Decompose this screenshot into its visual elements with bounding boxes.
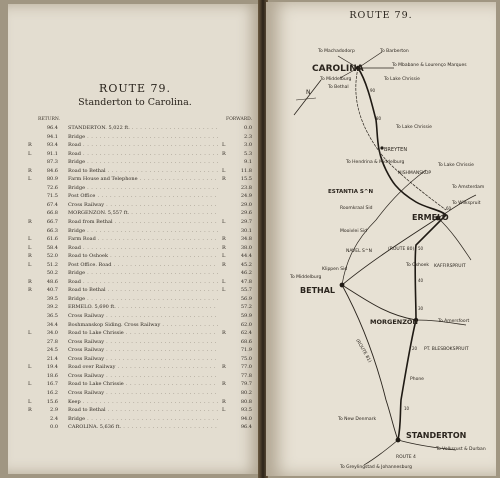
row-description: Farm House and Telephone . . . bbox=[68, 175, 218, 184]
row-description: Cross Railway . . . bbox=[68, 389, 218, 398]
route-row bbox=[28, 150, 256, 159]
return-distance: 24.5 bbox=[46, 347, 58, 354]
road-standerton-greylingstad bbox=[364, 440, 398, 465]
route-row bbox=[28, 312, 256, 321]
row-side-forward: L bbox=[222, 287, 226, 294]
row-side: L bbox=[28, 398, 32, 405]
return-distance: 34.4 bbox=[46, 321, 58, 328]
return-distance: 18.6 bbox=[46, 372, 58, 379]
label-to-middelburg-top: To Middelburg bbox=[320, 77, 352, 82]
return-distance: 51.2 bbox=[46, 261, 58, 268]
row-side-forward: L bbox=[222, 167, 226, 174]
distance-mark: 40 bbox=[418, 278, 424, 283]
route-row bbox=[28, 338, 256, 347]
row-description: Road . . . bbox=[68, 244, 218, 253]
forward-distance: 77.8 bbox=[240, 372, 252, 379]
left-page bbox=[8, 4, 262, 474]
return-distance: 2.4 bbox=[50, 415, 58, 422]
row-side: R bbox=[28, 142, 32, 149]
label-to-machadodorp: To Machadodorp bbox=[318, 49, 355, 54]
forward-distance: 47.8 bbox=[240, 278, 252, 285]
distance-mark: 30 bbox=[418, 306, 424, 311]
row-description: Road from Bethal . . . bbox=[68, 218, 218, 227]
forward-distance: 96.4 bbox=[240, 424, 252, 431]
route-row bbox=[28, 244, 256, 253]
label-to-barberton: To Barberton bbox=[380, 49, 409, 54]
forward-distance: 71.9 bbox=[240, 347, 252, 354]
row-side: L bbox=[28, 364, 32, 371]
row-side: R bbox=[28, 167, 32, 174]
return-distance: 27.8 bbox=[46, 338, 58, 345]
ermelo-label: ERMELO bbox=[412, 213, 449, 222]
forward-distance: 56.9 bbox=[240, 295, 252, 302]
return-distance: 96.4 bbox=[46, 125, 58, 131]
forward-distance: 2.3 bbox=[244, 133, 252, 140]
return-distance: 0.0 bbox=[50, 424, 58, 431]
label-route: (ROUTE 80) bbox=[388, 247, 415, 252]
row-description: Farm Road . . . bbox=[68, 235, 218, 244]
forward-distance: 34.8 bbox=[240, 236, 252, 243]
return-distance: 91.1 bbox=[46, 150, 58, 157]
row-description: Bridge . . . bbox=[68, 227, 218, 236]
route-row bbox=[28, 286, 256, 295]
route-row bbox=[28, 252, 256, 261]
row-description: Road to Bethal . . . bbox=[68, 167, 218, 176]
route-row bbox=[28, 321, 256, 330]
return-distance: 93.4 bbox=[46, 142, 58, 149]
forward-distance: 0.0 bbox=[244, 125, 252, 131]
forward-distance: 62.0 bbox=[240, 321, 252, 328]
row-description: Keep . . . bbox=[68, 398, 218, 407]
return-distance: 19.4 bbox=[46, 364, 58, 371]
label-mooivlei: Mooivlei Sid bbox=[340, 229, 367, 234]
forward-distance: 23.8 bbox=[240, 184, 252, 191]
forward-distance: 93.5 bbox=[240, 407, 252, 414]
return-distance: 48.6 bbox=[46, 278, 58, 285]
label-to-hendrina: To Hendrina & Middelburg bbox=[346, 160, 405, 165]
row-description: Road over Railway . . . bbox=[68, 363, 218, 372]
forward-distance: 30.1 bbox=[240, 227, 252, 234]
road-ermelo-oshoek bbox=[438, 218, 471, 260]
row-side-forward: L bbox=[222, 407, 226, 414]
route-row bbox=[28, 295, 256, 304]
route-row bbox=[28, 235, 256, 244]
forward-distance: 77.0 bbox=[240, 364, 252, 371]
row-side: L bbox=[28, 176, 32, 183]
route-row bbox=[28, 380, 256, 389]
label-to-amersfoort: To Amersfoort bbox=[438, 319, 470, 324]
row-side-forward: L bbox=[222, 253, 226, 260]
road-bethal-morgenzon bbox=[342, 285, 416, 320]
return-distance: 61.6 bbox=[46, 236, 58, 243]
label-to-wilkspruit: To Wilkspruit bbox=[452, 201, 481, 206]
route-row bbox=[28, 398, 256, 407]
page-title: ROUTE 79. bbox=[99, 82, 171, 95]
row-description: Post Office. Road . . . bbox=[68, 261, 218, 270]
return-distance: 39.2 bbox=[46, 304, 58, 311]
forward-distance: 15.5 bbox=[240, 176, 252, 183]
row-description: Bridge . . . bbox=[68, 269, 218, 278]
distance-mark: 20 bbox=[412, 346, 418, 351]
row-side-forward: L bbox=[222, 219, 226, 226]
forward-distance: 24.9 bbox=[240, 193, 252, 200]
route-row bbox=[28, 158, 256, 167]
return-distance: 39.5 bbox=[46, 295, 58, 302]
forward-distance: 11.8 bbox=[240, 167, 252, 174]
forward-distance: 29.0 bbox=[240, 201, 252, 208]
row-side: R bbox=[28, 278, 32, 285]
route-row bbox=[28, 278, 256, 287]
row-side: L bbox=[28, 150, 32, 157]
row-description: Cross Railway . . . bbox=[68, 201, 218, 210]
row-description: Road to Lake Chrissie . . . bbox=[68, 380, 218, 389]
route-row bbox=[28, 133, 256, 142]
forward-column-header: FORWARD. bbox=[226, 117, 253, 122]
row-side-forward: R bbox=[222, 236, 226, 243]
forward-distance: 5.3 bbox=[244, 150, 252, 157]
row-side-forward: R bbox=[222, 150, 226, 157]
label-plessbokspruit: PT. BLESBOKSPRUIT bbox=[424, 347, 469, 352]
return-distance: 16.2 bbox=[46, 389, 58, 396]
return-distance: 94.1 bbox=[46, 133, 58, 140]
route-row bbox=[28, 184, 256, 193]
row-description: Bridge . . . bbox=[68, 295, 218, 304]
forward-distance: 44.4 bbox=[240, 253, 252, 260]
return-distance: 21.4 bbox=[46, 355, 58, 362]
label-to-mbabane: To Mbabane & Lourenço Marques bbox=[392, 63, 467, 68]
route-subtitle: Standerton to Carolina. bbox=[78, 97, 192, 108]
forward-distance: 9.1 bbox=[244, 159, 252, 166]
row-side: L bbox=[28, 381, 32, 388]
standerton-label: STANDERTON bbox=[406, 431, 467, 440]
route-row bbox=[28, 389, 256, 398]
label-rooinkraal: Roomkraal Sid bbox=[340, 206, 373, 211]
return-distance: 66.7 bbox=[46, 219, 58, 226]
row-description: Cross Railway . . . bbox=[68, 355, 218, 364]
distance-mark: 50 bbox=[418, 246, 424, 251]
route-row bbox=[28, 355, 256, 364]
return-distance: 52.0 bbox=[46, 253, 58, 260]
route-row bbox=[28, 218, 256, 227]
standerton-marker bbox=[396, 438, 401, 443]
return-column-header: RETURN. bbox=[38, 117, 60, 122]
row-side-forward: R bbox=[222, 261, 226, 268]
row-side: R bbox=[28, 253, 32, 260]
return-distance: 50.2 bbox=[46, 270, 58, 277]
return-distance: 40.7 bbox=[46, 287, 58, 294]
forward-distance: 3.0 bbox=[244, 142, 252, 149]
route-row bbox=[28, 192, 256, 201]
row-side-forward: L bbox=[222, 278, 226, 285]
row-description: Bridge . . . bbox=[68, 184, 218, 193]
row-description: Road to Oshoek . . . bbox=[68, 252, 218, 261]
row-description: Cross Railway . . . bbox=[68, 338, 218, 347]
row-side: L bbox=[28, 330, 32, 337]
route-row bbox=[28, 167, 256, 176]
label-klippen: Klippen Sid bbox=[322, 267, 348, 272]
label-nishmanskop: NISHMANSKOP bbox=[398, 171, 432, 176]
forward-distance: 38.0 bbox=[240, 244, 252, 251]
forward-distance: 75.0 bbox=[240, 355, 252, 362]
return-distance: 15.6 bbox=[46, 398, 58, 405]
route-table bbox=[28, 124, 256, 432]
row-description: Cross Railway . . . bbox=[68, 372, 218, 381]
forward-distance: 62.4 bbox=[240, 330, 252, 337]
row-description: CAROLINA. 5,636 ft. . . . bbox=[68, 423, 218, 432]
estantia-label: ESTANTIA S^N bbox=[328, 189, 374, 195]
row-description: Road . . . bbox=[68, 141, 218, 150]
route-row bbox=[28, 423, 256, 432]
route-row bbox=[28, 303, 256, 312]
forward-distance: 80.2 bbox=[240, 389, 252, 396]
row-side: L bbox=[28, 244, 32, 251]
bethal-marker bbox=[340, 283, 345, 288]
label-to-oshoek: To Oshoek bbox=[406, 263, 430, 268]
forward-distance: 59.9 bbox=[240, 313, 252, 320]
morgenzon-label: MORGENZON bbox=[370, 318, 418, 326]
forward-distance: 46.2 bbox=[240, 270, 252, 277]
route-row bbox=[28, 415, 256, 424]
return-distance: 36.5 bbox=[46, 313, 58, 320]
row-side: R bbox=[28, 219, 32, 226]
route-row bbox=[28, 227, 256, 236]
return-distance: 16.7 bbox=[46, 381, 58, 388]
route-row bbox=[28, 406, 256, 415]
row-description: MORGENZON. 5,557 ft. . . . bbox=[68, 209, 218, 218]
return-distance: 71.5 bbox=[46, 193, 58, 200]
return-distance: 80.9 bbox=[46, 176, 58, 183]
forward-distance: 55.7 bbox=[240, 287, 252, 294]
label-to-middelburg-left: To Middelburg bbox=[290, 275, 322, 280]
row-description: Bridge . . . bbox=[68, 158, 218, 167]
label-to-greylingstad: To Greylingstad & Johannesburg bbox=[340, 465, 412, 470]
row-side-forward: R bbox=[222, 244, 226, 251]
distance-mark: 10 bbox=[404, 406, 410, 411]
row-description: STANDERTON. 5,022 ft. . . . bbox=[68, 124, 218, 133]
label-to-amsterdam: To Amsterdam bbox=[452, 185, 485, 190]
distance-mark: 80 bbox=[376, 116, 382, 121]
label-to-bethal-top: To Bethal bbox=[328, 85, 349, 90]
row-description: Cross Railway . . . bbox=[68, 312, 218, 321]
row-side-forward: L bbox=[222, 142, 226, 149]
forward-distance: 68.6 bbox=[240, 338, 252, 345]
route-row bbox=[28, 363, 256, 372]
row-side-forward: R bbox=[222, 381, 226, 388]
route-row bbox=[28, 201, 256, 210]
route-row bbox=[28, 372, 256, 381]
row-description: Bridge . . . bbox=[68, 133, 218, 142]
forward-distance: 45.2 bbox=[240, 261, 252, 268]
row-side-forward: R bbox=[222, 398, 226, 405]
route-row bbox=[28, 269, 256, 278]
return-distance: 34.0 bbox=[46, 330, 58, 337]
row-description: Bridge . . . bbox=[68, 415, 218, 424]
row-description: Road . . . bbox=[68, 278, 218, 287]
label-kaffirspruit: KAFFIRSPRUIT bbox=[434, 264, 466, 269]
route-row bbox=[28, 261, 256, 270]
route-row bbox=[28, 329, 256, 338]
return-distance: 58.4 bbox=[46, 244, 58, 251]
row-description: Cross Railway . . . bbox=[68, 346, 218, 355]
row-description: Road to Bethal . . . bbox=[68, 286, 218, 295]
label-to-lake-chrissie-mid: To Lake Chrissie bbox=[396, 125, 432, 130]
distance-mark: 90 bbox=[370, 88, 376, 93]
bethal-label: BETHAL bbox=[300, 286, 336, 295]
forward-distance: 79.7 bbox=[240, 381, 252, 388]
route-map bbox=[266, 20, 496, 476]
compass-n-label: N bbox=[306, 89, 311, 96]
return-distance: 72.6 bbox=[46, 184, 58, 191]
row-side: L bbox=[28, 236, 32, 243]
label-navel: NAVEL S^N bbox=[346, 249, 373, 254]
label-route-bottom: ROUTE 4 bbox=[396, 455, 416, 460]
route-row bbox=[28, 209, 256, 218]
route-row bbox=[28, 346, 256, 355]
distance-mark: 60 bbox=[446, 206, 452, 211]
row-side: L bbox=[28, 261, 32, 268]
return-distance: 66.8 bbox=[46, 210, 58, 217]
label-to-volksrust: To Volksrust & Durban bbox=[436, 447, 486, 452]
main-route-line bbox=[358, 68, 446, 440]
forward-distance: 29.6 bbox=[240, 210, 252, 217]
row-side-forward: R bbox=[222, 176, 226, 183]
route-row bbox=[28, 124, 256, 133]
return-distance: 2.9 bbox=[50, 407, 58, 414]
label-to-lake-chrissie-right: To Lake Chrissie bbox=[438, 163, 474, 168]
label-to-lake-chrissie-top: To Lake Chrissie bbox=[384, 77, 420, 82]
row-description: ERMELO. 5,690 ft. . . . bbox=[68, 303, 218, 312]
return-distance: 66.3 bbox=[46, 227, 58, 234]
row-side: R bbox=[28, 407, 32, 414]
row-description: Road to Bethal . . . bbox=[68, 406, 218, 415]
row-description: Boshmanskop Siding. Cross Railway . . . bbox=[68, 321, 218, 330]
return-distance: 67.4 bbox=[46, 201, 58, 208]
breyten-label: BREYTEN bbox=[384, 147, 408, 153]
row-side: R bbox=[28, 287, 32, 294]
row-side-forward: R bbox=[222, 330, 226, 337]
forward-distance: 29.7 bbox=[240, 219, 252, 226]
forward-distance: 57.2 bbox=[240, 304, 252, 311]
route-row bbox=[28, 175, 256, 184]
compass-icon bbox=[294, 80, 321, 115]
forward-distance: 80.8 bbox=[240, 398, 252, 405]
row-description: Road to Lake Chrissie . . . bbox=[68, 329, 218, 338]
carolina-label: CAROLINA bbox=[312, 64, 364, 74]
row-description: Road . . . bbox=[68, 150, 218, 159]
forward-distance: 94.0 bbox=[240, 415, 252, 422]
row-description: Post Office . . . bbox=[68, 192, 218, 201]
map-page-title: ROUTE 79. bbox=[349, 10, 413, 21]
row-side-forward: R bbox=[222, 364, 226, 371]
route-row bbox=[28, 141, 256, 150]
label-route-vert: (ROUTE 81) bbox=[354, 338, 372, 364]
return-distance: 87.3 bbox=[46, 159, 58, 166]
label-phone: Phone bbox=[410, 377, 424, 382]
return-distance: 84.6 bbox=[46, 167, 58, 174]
label-to-new-denmark: To New Denmark bbox=[338, 417, 377, 422]
